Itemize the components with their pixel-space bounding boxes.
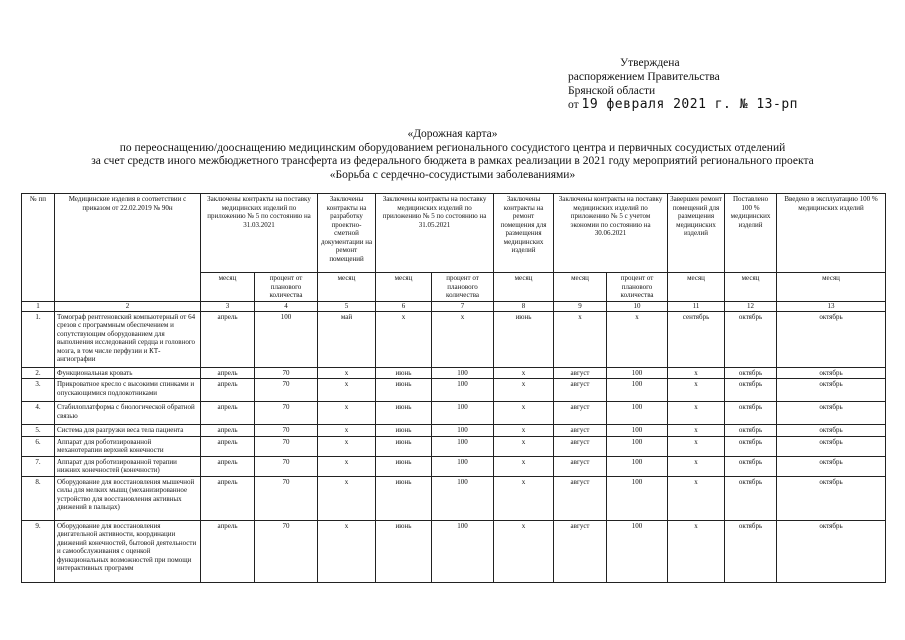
row-number: 1.: [22, 311, 55, 367]
row-c7: 100: [432, 436, 494, 456]
row-c6: июнь: [376, 379, 432, 402]
row-c3: апрель: [201, 456, 255, 476]
subheader-month: месяц: [201, 273, 255, 302]
table-body: [22, 302, 886, 583]
row-item: Оборудование для восстановления двигательной активности, координации движений конечностей, бытовой деятельности и самообслуживания с оценкой функциональных возможностей при помощи интерактивных программ: [55, 520, 201, 582]
row-c9: август: [554, 520, 607, 582]
row-c10: 100: [607, 425, 668, 437]
row-c7: 100: [432, 379, 494, 402]
title-line-2: по переоснащению/дооснащению медицинским оборудованием регионального сосудистого центра и первичных сосудистых отделений: [119, 141, 786, 154]
row-c12: октябрь: [725, 520, 777, 582]
row-item: Функциональная кровать: [55, 367, 201, 379]
row-c8: июнь: [494, 311, 554, 367]
row-number: 5.: [22, 425, 55, 437]
subheader-percent: процент от планового количества: [607, 273, 668, 302]
row-c12: октябрь: [725, 367, 777, 379]
column-number: 12: [725, 302, 777, 312]
row-c6: июнь: [376, 456, 432, 476]
row-c11: сентябрь: [668, 311, 725, 367]
subheader-percent: процент от планового количества: [255, 273, 318, 302]
row-c11: х: [668, 436, 725, 456]
row-c9: август: [554, 476, 607, 520]
row-c5: х: [318, 425, 376, 437]
table-row: [22, 425, 886, 437]
header-g5: Заключены контракты на поставку медицинских изделий по приложению № 5 с учетом экономии по состоянию на 30.06.2021: [554, 194, 668, 273]
row-c4: 100: [255, 311, 318, 367]
row-c9: х: [554, 311, 607, 367]
column-number: 2: [55, 302, 201, 312]
row-number: 6.: [22, 436, 55, 456]
subheader-month: месяц: [725, 273, 777, 302]
row-c10: 100: [607, 402, 668, 425]
row-c3: апрель: [201, 379, 255, 402]
row-c4: 70: [255, 379, 318, 402]
column-numbers-row: [22, 302, 886, 312]
row-c12: октябрь: [725, 456, 777, 476]
table-header-row: [22, 194, 886, 273]
row-c4: 70: [255, 402, 318, 425]
row-c13: октябрь: [777, 456, 886, 476]
row-item: Оборудование для восстановления мышечной силы для мелких мышц (механизированное устройство для восстановления активных движений в пальцах): [55, 476, 201, 520]
row-item: Стабилоплатформа с биологической обратной связью: [55, 402, 201, 425]
row-c12: октябрь: [725, 476, 777, 520]
row-c5: х: [318, 520, 376, 582]
header-g2: Заключены контракты на разработку проектно-сметной документации на ремонт помещений: [318, 194, 376, 273]
row-c6: июнь: [376, 520, 432, 582]
roadmap-table: [21, 193, 886, 583]
column-number: 9: [554, 302, 607, 312]
table-row: [22, 436, 886, 456]
column-number: 3: [201, 302, 255, 312]
row-c12: октябрь: [725, 436, 777, 456]
row-c7: 100: [432, 425, 494, 437]
column-number: 8: [494, 302, 554, 312]
row-c13: октябрь: [777, 379, 886, 402]
subheader-percent: процент от планового количества: [432, 273, 494, 302]
row-c10: 100: [607, 436, 668, 456]
row-c5: х: [318, 379, 376, 402]
row-c5: май: [318, 311, 376, 367]
row-c12: октябрь: [725, 311, 777, 367]
row-c11: х: [668, 367, 725, 379]
row-c5: х: [318, 402, 376, 425]
row-c11: х: [668, 476, 725, 520]
row-c8: х: [494, 402, 554, 425]
row-c6: июнь: [376, 367, 432, 379]
row-c9: август: [554, 402, 607, 425]
row-c9: август: [554, 456, 607, 476]
table-row: [22, 367, 886, 379]
row-c6: х: [376, 311, 432, 367]
row-c4: 70: [255, 436, 318, 456]
table-row: [22, 311, 886, 367]
row-c7: 100: [432, 402, 494, 425]
row-item: Система для разгрузки веса тела пациента: [55, 425, 201, 437]
row-c3: апрель: [201, 367, 255, 379]
row-c4: 70: [255, 456, 318, 476]
row-c4: 70: [255, 476, 318, 520]
row-c11: х: [668, 520, 725, 582]
row-c8: х: [494, 367, 554, 379]
header-num: № пп: [22, 194, 55, 302]
approval-line-2: распоряжением Правительства: [568, 71, 720, 83]
row-c6: июнь: [376, 425, 432, 437]
row-c6: июнь: [376, 436, 432, 456]
row-c7: 100: [432, 520, 494, 582]
row-c4: 70: [255, 520, 318, 582]
row-c13: октябрь: [777, 436, 886, 456]
row-c11: х: [668, 456, 725, 476]
row-c3: апрель: [201, 311, 255, 367]
row-c6: июнь: [376, 476, 432, 520]
column-number: 1: [22, 302, 55, 312]
title-line-4: «Борьба с сердечно-сосудистыми заболеваниями»: [329, 168, 576, 181]
table-row: [22, 520, 886, 582]
row-c8: х: [494, 425, 554, 437]
header-item: Медицинские изделия в соответствии с приказом от 22.02.2019 № 90н: [55, 194, 201, 302]
table-row: [22, 476, 886, 520]
approval-stamp: [568, 56, 798, 112]
row-c10: 100: [607, 476, 668, 520]
header-g8: Введено в эксплуатацию 100 % медицинских изделий: [777, 194, 886, 273]
column-number: 6: [376, 302, 432, 312]
row-c9: август: [554, 425, 607, 437]
row-c3: апрель: [201, 425, 255, 437]
table-row: [22, 402, 886, 425]
row-number: 4.: [22, 402, 55, 425]
row-number: 9.: [22, 520, 55, 582]
row-c3: апрель: [201, 520, 255, 582]
approval-date-prefix: от: [568, 99, 579, 111]
row-c4: 70: [255, 425, 318, 437]
row-c13: октябрь: [777, 311, 886, 367]
approval-line-4: [568, 98, 798, 112]
row-c10: х: [607, 311, 668, 367]
row-c3: апрель: [201, 402, 255, 425]
subheader-month: месяц: [376, 273, 432, 302]
row-c12: октябрь: [725, 379, 777, 402]
row-number: 2.: [22, 367, 55, 379]
row-c10: 100: [607, 379, 668, 402]
row-c10: 100: [607, 456, 668, 476]
subheader-month: месяц: [318, 273, 376, 302]
table-row: [22, 379, 886, 402]
row-c7: 100: [432, 456, 494, 476]
row-c8: х: [494, 476, 554, 520]
column-number: 4: [255, 302, 318, 312]
row-c13: октябрь: [777, 476, 886, 520]
subheader-month: месяц: [554, 273, 607, 302]
row-c3: апрель: [201, 476, 255, 520]
row-number: 7.: [22, 456, 55, 476]
row-c5: х: [318, 436, 376, 456]
header-g4: Заключены контракты на ремонт помещения для размещения медицинских изделий: [494, 194, 554, 273]
row-c5: х: [318, 367, 376, 379]
row-c7: х: [432, 311, 494, 367]
row-c9: август: [554, 379, 607, 402]
table-row: [22, 456, 886, 476]
row-c5: х: [318, 456, 376, 476]
row-c7: 100: [432, 476, 494, 520]
row-c5: х: [318, 476, 376, 520]
row-c6: июнь: [376, 402, 432, 425]
row-c3: апрель: [201, 436, 255, 456]
row-c13: октябрь: [777, 367, 886, 379]
row-c7: 100: [432, 367, 494, 379]
header-g1: Заключены контракты на поставку медицинских изделий по приложению № 5 по состоянию на 31.03.2021: [201, 194, 318, 273]
column-number: 11: [668, 302, 725, 312]
row-item: Аппарат для роботизированной терапии нижних конечностей (конечности): [55, 456, 201, 476]
header-g3: Заключены контракты на поставку медицинских изделий по приложению № 5 по состоянию на 31.05.2021: [376, 194, 494, 273]
approval-date-handwritten: 19 февраля 2021 г. № 13-рп: [581, 97, 798, 112]
row-c8: х: [494, 436, 554, 456]
header-g6: Завершен ремонт помещений для размещения медицинских изделий: [668, 194, 725, 273]
row-c13: октябрь: [777, 425, 886, 437]
subheader-month: месяц: [777, 273, 886, 302]
row-item: Аппарат для роботизированной механотерапии верхней конечности: [55, 436, 201, 456]
row-number: 3.: [22, 379, 55, 402]
row-c11: х: [668, 425, 725, 437]
row-c12: октябрь: [725, 425, 777, 437]
row-c8: х: [494, 379, 554, 402]
title-line-1: «Дорожная карта»: [407, 128, 498, 140]
column-number: 5: [318, 302, 376, 312]
document-title: [0, 128, 905, 182]
row-number: 8.: [22, 476, 55, 520]
column-number: 7: [432, 302, 494, 312]
subheader-month: месяц: [668, 273, 725, 302]
column-number: 13: [777, 302, 886, 312]
column-number: 10: [607, 302, 668, 312]
row-c8: х: [494, 520, 554, 582]
row-item: Томограф рентгеновский компьютерный от 64 срезов с программным обеспечением и сопутствующим оборудованием для выполнения исследований сердца и головного мозга, в том числе перфузии и КТ-ангиографии: [55, 311, 201, 367]
row-c8: х: [494, 456, 554, 476]
subheader-month: месяц: [494, 273, 554, 302]
row-c13: октябрь: [777, 520, 886, 582]
row-c9: август: [554, 436, 607, 456]
row-c10: 100: [607, 520, 668, 582]
row-c4: 70: [255, 367, 318, 379]
approval-line-1: Утверждена: [620, 57, 680, 69]
row-c10: 100: [607, 367, 668, 379]
row-item: Прикроватное кресло с высокими спинками и опускающимися подлокотниками: [55, 379, 201, 402]
row-c13: октябрь: [777, 402, 886, 425]
row-c9: август: [554, 367, 607, 379]
header-g7: Поставлено 100 % медицинских изделий: [725, 194, 777, 273]
row-c11: х: [668, 379, 725, 402]
row-c12: октябрь: [725, 402, 777, 425]
approval-line-3: Брянской области: [568, 85, 656, 97]
row-c11: х: [668, 402, 725, 425]
title-line-3: за счет средств иного межбюджетного трансферта из федерального бюджета в рамках реализации в 2021 году мероприятий регионального проекта: [91, 155, 814, 167]
